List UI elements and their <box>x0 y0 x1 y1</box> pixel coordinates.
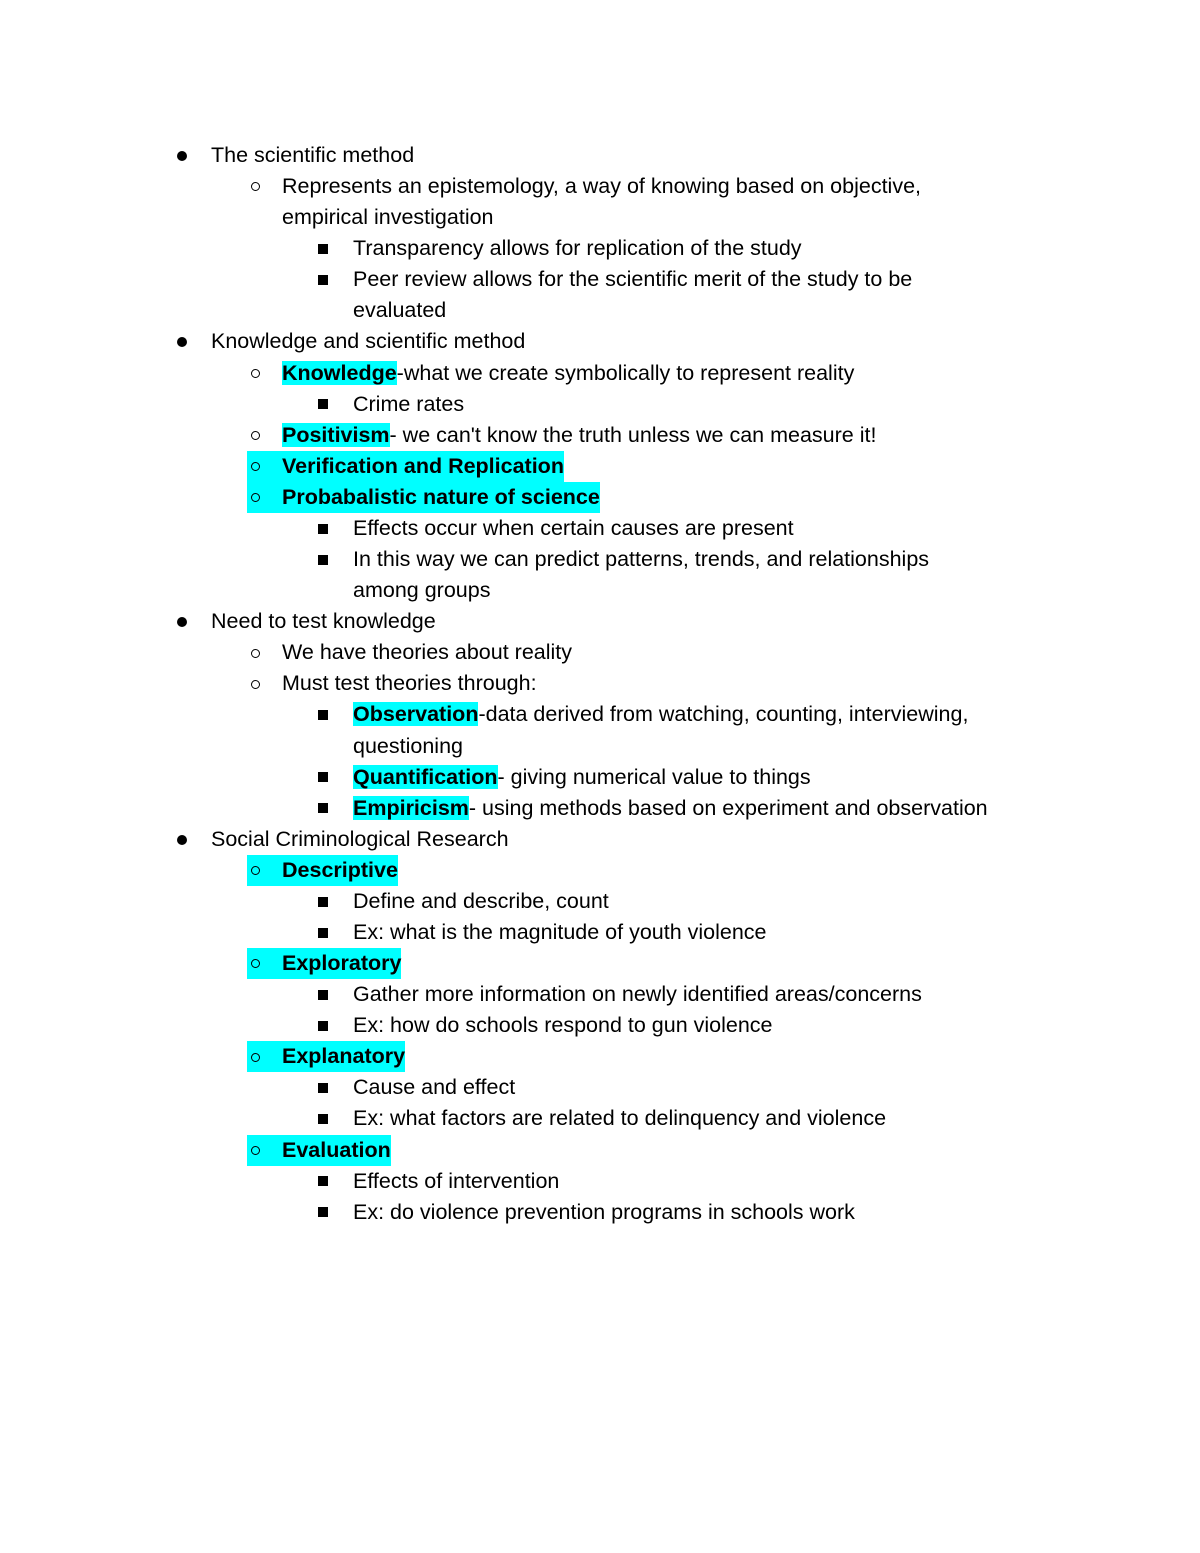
list-item <box>0 420 1200 451</box>
item-text: evaluated <box>353 298 447 323</box>
list-item <box>0 637 1200 668</box>
definition-text <box>353 762 811 793</box>
section-heading: Probabalistic nature of science <box>282 482 600 513</box>
list-marker <box>177 824 191 855</box>
list-marker <box>318 513 332 544</box>
bullet-circle-icon <box>251 1146 260 1155</box>
list-item <box>0 171 1200 202</box>
list-item <box>0 762 1200 793</box>
list-item <box>0 233 1200 264</box>
item-text: Knowledge and scientific method <box>211 329 526 354</box>
bullet-square-icon <box>318 275 328 285</box>
bullet-square-icon <box>318 772 328 782</box>
bullet-disc-icon <box>177 337 187 347</box>
key-term: Positivism <box>282 422 390 447</box>
list-marker <box>318 233 332 264</box>
list-item <box>0 948 1200 979</box>
item-text: Cause and effect <box>353 1075 516 1100</box>
bullet-circle-icon <box>251 959 260 968</box>
list-marker <box>318 389 332 420</box>
bullet-circle-icon <box>251 493 260 502</box>
item-text: Define and describe, count <box>353 888 609 913</box>
definition-text <box>353 793 988 824</box>
bullet-circle-icon <box>251 680 260 689</box>
list-item <box>0 513 1200 544</box>
bullet-square-icon <box>318 990 328 1000</box>
definition: - using methods based on experiment and observation <box>468 795 988 820</box>
list-marker <box>247 171 282 202</box>
bullet-circle-icon <box>251 182 260 191</box>
list-item <box>0 389 1200 420</box>
list-marker <box>247 855 282 886</box>
item-text: Crime rates <box>353 391 465 416</box>
item-text: questioning <box>353 733 463 758</box>
item-text: Effects of intervention <box>353 1168 560 1193</box>
list-item-continuation <box>0 295 1200 326</box>
bullet-square-icon <box>318 803 328 813</box>
bullet-disc-icon <box>177 151 187 161</box>
definition-text <box>282 358 854 389</box>
list-marker <box>247 482 282 513</box>
list-marker <box>247 668 282 699</box>
section-heading: Explanatory <box>282 1041 405 1072</box>
list-marker <box>247 637 282 668</box>
list-item <box>0 979 1200 1010</box>
list-marker <box>177 606 191 637</box>
key-term: Knowledge <box>282 360 397 385</box>
list-item <box>0 1197 1200 1228</box>
definition: -what we create symbolically to represent reality <box>396 360 855 385</box>
list-marker <box>318 1166 332 1197</box>
bullet-square-icon <box>318 1083 328 1093</box>
list-item <box>0 1135 1200 1166</box>
list-item <box>0 1072 1200 1103</box>
bullet-square-icon <box>318 555 328 565</box>
list-item <box>0 1166 1200 1197</box>
item-text: Ex: what factors are related to delinquency and violence <box>353 1106 887 1131</box>
item-text: The scientific method <box>211 143 415 167</box>
list-marker <box>318 793 332 824</box>
list-item-continuation <box>0 731 1200 762</box>
item-text: Gather more information on newly identified areas/concerns <box>353 982 922 1007</box>
list-marker <box>318 544 332 575</box>
list-marker <box>318 264 332 295</box>
item-text: Must test theories through: <box>282 671 537 696</box>
list-item <box>0 886 1200 917</box>
item-text: Effects occur when certain causes are present <box>353 515 794 540</box>
list-item <box>0 326 1200 357</box>
bullet-square-icon <box>318 1176 328 1186</box>
bullet-square-icon <box>318 897 328 907</box>
item-text: We have theories about reality <box>282 640 573 665</box>
bullet-square-icon <box>318 928 328 938</box>
list-item <box>0 699 1200 730</box>
list-marker <box>177 140 191 171</box>
definition: - giving numerical value to things <box>497 764 811 789</box>
list-item-continuation <box>0 575 1200 606</box>
key-term: Observation <box>353 702 479 727</box>
item-text: Need to test knowledge <box>211 609 436 634</box>
list-marker <box>177 326 191 357</box>
bullet-circle-icon <box>251 431 260 440</box>
list-item <box>0 824 1200 855</box>
list-item <box>0 544 1200 575</box>
item-text: Ex: what is the magnitude of youth violence <box>353 920 767 944</box>
item-text: empirical investigation <box>282 205 494 230</box>
bullet-square-icon <box>318 1207 328 1217</box>
list-marker <box>247 948 282 979</box>
item-text: Social Criminological Research <box>211 826 509 851</box>
list-item <box>0 606 1200 637</box>
definition: -data derived from watching, counting, interviewing, <box>478 702 969 727</box>
bullet-disc-icon <box>177 835 187 845</box>
list-marker <box>318 762 332 793</box>
list-item <box>0 451 1200 482</box>
bullet-circle-icon <box>251 866 260 875</box>
list-item <box>0 668 1200 699</box>
key-term: Quantification <box>353 764 498 789</box>
bullet-square-icon <box>318 399 328 409</box>
list-marker <box>318 699 332 730</box>
list-item <box>0 917 1200 948</box>
list-marker <box>318 1072 332 1103</box>
list-marker <box>247 358 282 389</box>
list-marker <box>247 1135 282 1166</box>
list-item <box>0 793 1200 824</box>
list-item <box>0 1041 1200 1072</box>
bullet-square-icon <box>318 1021 328 1031</box>
item-text: Represents an epistemology, a way of knowing based on objective, <box>282 174 922 199</box>
list-item <box>0 358 1200 389</box>
list-marker <box>247 420 282 451</box>
bullet-square-icon <box>318 244 328 254</box>
list-item-continuation <box>0 202 1200 233</box>
item-text: Peer review allows for the scientific merit of the study to be <box>353 267 913 292</box>
list-item <box>0 1103 1200 1134</box>
key-term: Empiricism <box>353 795 469 820</box>
list-marker <box>247 1041 282 1072</box>
item-text: Ex: how do schools respond to gun violence <box>353 1013 773 1038</box>
bullet-circle-icon <box>251 369 260 378</box>
list-marker <box>318 1197 332 1228</box>
list-marker <box>318 979 332 1010</box>
list-item <box>0 264 1200 295</box>
bullet-square-icon <box>318 524 328 534</box>
definition-text <box>353 699 968 730</box>
list-item <box>0 855 1200 886</box>
section-heading: Evaluation <box>282 1135 391 1166</box>
list-item <box>0 140 1200 171</box>
item-text: Ex: do violence prevention programs in schools work <box>353 1199 855 1224</box>
list-marker <box>247 451 282 482</box>
definition: - we can't know the truth unless we can measure it! <box>389 422 877 447</box>
list-marker <box>318 1103 332 1134</box>
section-heading: Descriptive <box>282 855 398 886</box>
bullet-circle-icon <box>251 462 260 471</box>
bullet-circle-icon <box>251 649 260 658</box>
section-heading: Verification and Replication <box>282 451 564 482</box>
list-item <box>0 1010 1200 1041</box>
bullet-disc-icon <box>177 617 187 627</box>
list-marker <box>318 917 332 948</box>
item-text: In this way we can predict patterns, trends, and relationships <box>353 547 930 572</box>
item-text: among groups <box>353 578 491 603</box>
bullet-circle-icon <box>251 1053 260 1062</box>
list-marker <box>318 886 332 917</box>
bullet-square-icon <box>318 710 328 720</box>
list-marker <box>318 1010 332 1041</box>
bullet-square-icon <box>318 1114 328 1124</box>
section-heading: Exploratory <box>282 948 401 979</box>
list-item <box>0 482 1200 513</box>
item-text: Transparency allows for replication of the study <box>353 236 802 261</box>
definition-text <box>282 420 876 451</box>
